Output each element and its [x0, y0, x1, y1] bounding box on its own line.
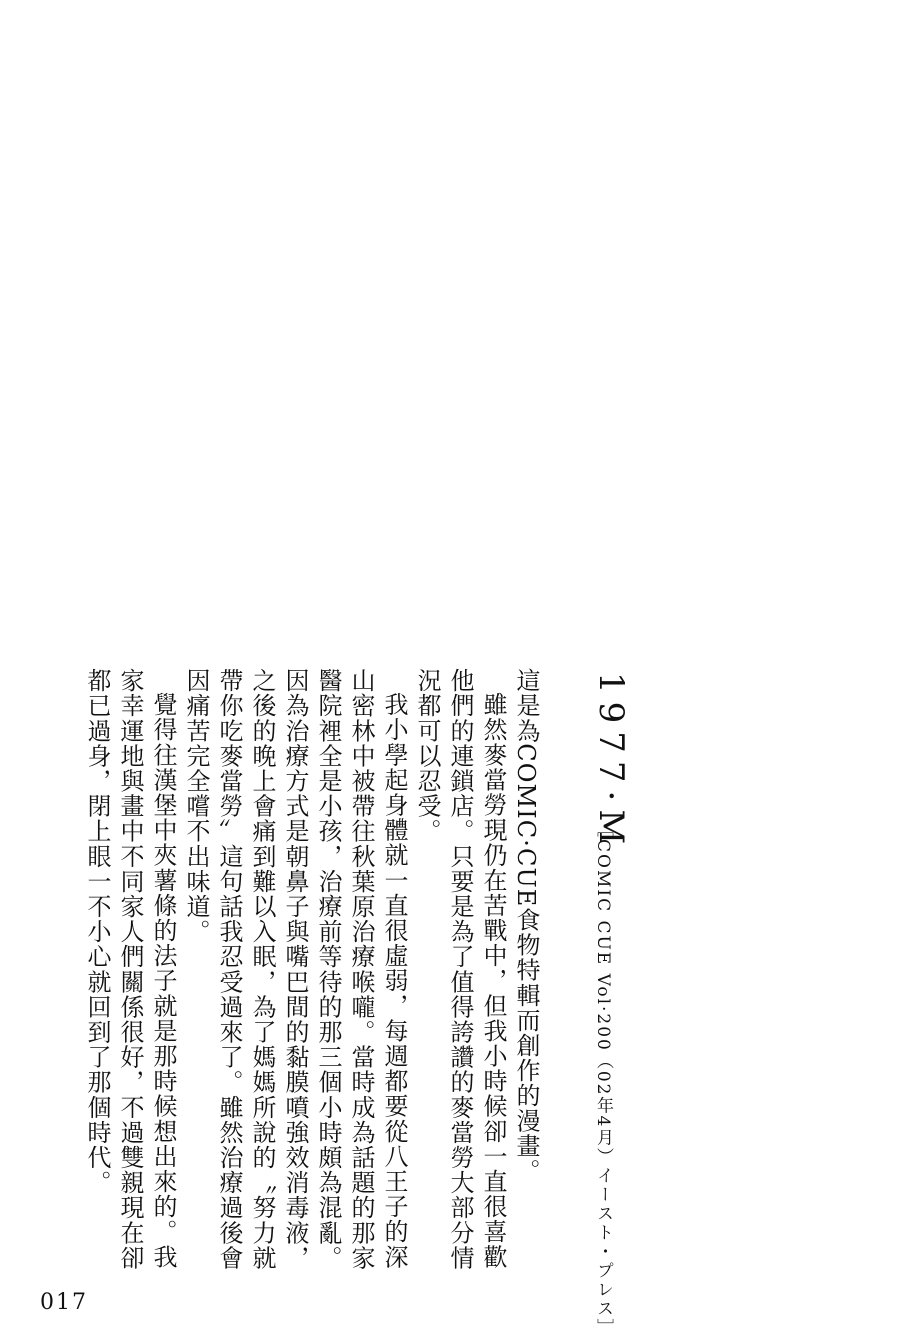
- essay-body: [83, 668, 542, 1278]
- essay-source-citation: ［COMIC CUE Vol·200（02年4月）イースト・プレス］: [593, 820, 613, 1338]
- essay-paragraph: 我小學起身體就一直很虛弱，每週都要從八王子的深山密林中被帶往秋葉原治療喉嚨。當時成為話題的那家醫院裡全是小孩，治療前等待的那三個小時頗為混亂。因為治療方式是朝鼻子與嘴巴間的黏膜噴強效消毒液，之後的晚上會痛到難以入眠，為了媽媽所說的〝努力就帶你吃麥當勞〞這句話我忍受過來了。雖然治療過後會因痛苦完全嚐不出味道。: [182, 668, 408, 1271]
- essay-title: 1977·M: [591, 672, 631, 853]
- page-number: 017: [40, 1290, 88, 1315]
- essay-paragraph: 雖然麥當勞現仍在苦戰中，但我小時候卻一直很喜歡他們的連鎖店。只要是為了值得誇讚的麥當勞大部分情況都可以忍受。: [413, 668, 507, 1271]
- essay-paragraph: 這是為COMIC·CUE食物特輯而創作的漫畫。: [512, 668, 540, 1184]
- essay-paragraph: 覺得往漢堡中夾薯條的法子就是那時候想出來的。我家幸運地與畫中不同家人們關係很好，不過雙親現在卻都已過身，閉上眼一不小心就回到了那個時代。: [83, 668, 177, 1271]
